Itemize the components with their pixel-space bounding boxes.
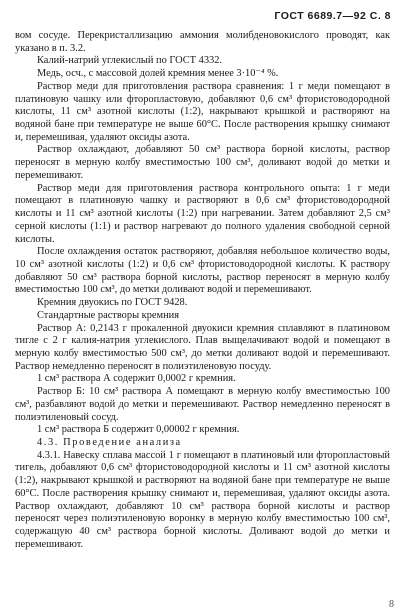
document-body	[15, 30, 390, 551]
paragraph: 1 см³ раствора Б содержит 0,00002 г кремния.	[37, 424, 240, 436]
paragraph: Калий-натрий углекислый по ГОСТ 4332.	[37, 55, 223, 67]
paragraph: Медь, осч., с массовой долей кремния менее 3·10⁻⁴ %.	[37, 68, 279, 80]
paragraph: Раствор охлаждают, добавляют 50 см³ раствора борной кислоты, раствор переносят в мерную колбу вместимостью 100 см³, доливают водой до метки и перемешивают.	[15, 144, 390, 181]
paragraph: 1 см³ раствора А содержит 0,0002 г кремния.	[37, 373, 236, 385]
section-heading: Стандартные растворы кремния	[37, 309, 179, 321]
paragraph: 4.3.1. Навеску сплава массой 1 г помещают в платиновый или фторопластовый тигель, добавляют 0,6 см³ фтористоводородной кислоты и 11 см³ азотной кислоты (1:2), накрывают крышкой и растворяют на водяной бане при температуре не выше 60°С. После растворения крышку снимают и, перемешивая, удаляют оксиды азота. Раствор охлаждают, добавляют 10 см³ раствора борной кислоты и раствор переносят через полиэтиленовую воронку в мерную колбу вместимостью 100 см³, содержащую 40 см³ раствора борной кислоты. Доливают водой до метки и перемешивают.	[15, 449, 390, 550]
page-header: ГОСТ 6689.7—92 С. 8	[274, 10, 391, 22]
paragraph: Раствор Б: 10 см³ раствора А помещают в мерную колбу вместимостью 100 см³, разбавляют водой до метки и перемешивают. Раствор немедленно переносят в полиэтиленовый сосуд.	[15, 386, 390, 423]
paragraph: Раствор меди для приготовления раствора контрольного опыта: 1 г меди помещают в платиновую чашку и растворяют в 0,6 см³ фтористоводородной кислоты и 11 см³ азотной кислоты (1:2) при нагревании. Затем добавляют 2,5 см³ серной кислоты (1:1) и раствор нагревают до полного удаления свободной серной кислоты.	[15, 182, 390, 245]
paragraph: Кремния двуокись по ГОСТ 9428.	[37, 297, 188, 309]
paragraph: После охлаждения остаток растворяют, добавляя небольшое количество воды, 10 см³ азотной кислоты (1:2) и 0,6 см³ фтористоводородной кислоты. К раствору добавляют 50 см³ раствора борной кислоты, раствор переносят в мерную колбу вместимостью 100 см³, до метки доливают водой и перемешивают.	[15, 246, 390, 296]
paragraph: Раствор А: 0,2143 г прокаленной двуокиси кремния сплавляют в платиновом тигле с 2 г калия-натрия углекислого. Плав выщелачивают водой и помещают в мерную колбу вместимостью 500 см³, до метки доливают водой и перемешивают. Раствор немедленно переносят в полиэтиленовую посуду.	[15, 322, 390, 372]
corner-mark: 8	[389, 599, 394, 610]
paragraph: Раствор меди для приготовления раствора сравнения: 1 г меди помещают в платиновую чашку или фторопластовую, добавляют 0,6 см³ фтористоводородной кислоты, 11 см³ азотной кислоты (1:2), накрывают крышкой и растворяют на водяной бане при температуре не выше 60°С. После растворения крышку снимают и, перемешивая, удаляют оксиды азота.	[15, 80, 390, 143]
paragraph: вом сосуде. Перекристаллизацию аммония молибденовокислого проводят, как указано в п. 3.2.	[15, 30, 390, 54]
section-heading: 4.3. Проведение анализа	[37, 437, 182, 448]
